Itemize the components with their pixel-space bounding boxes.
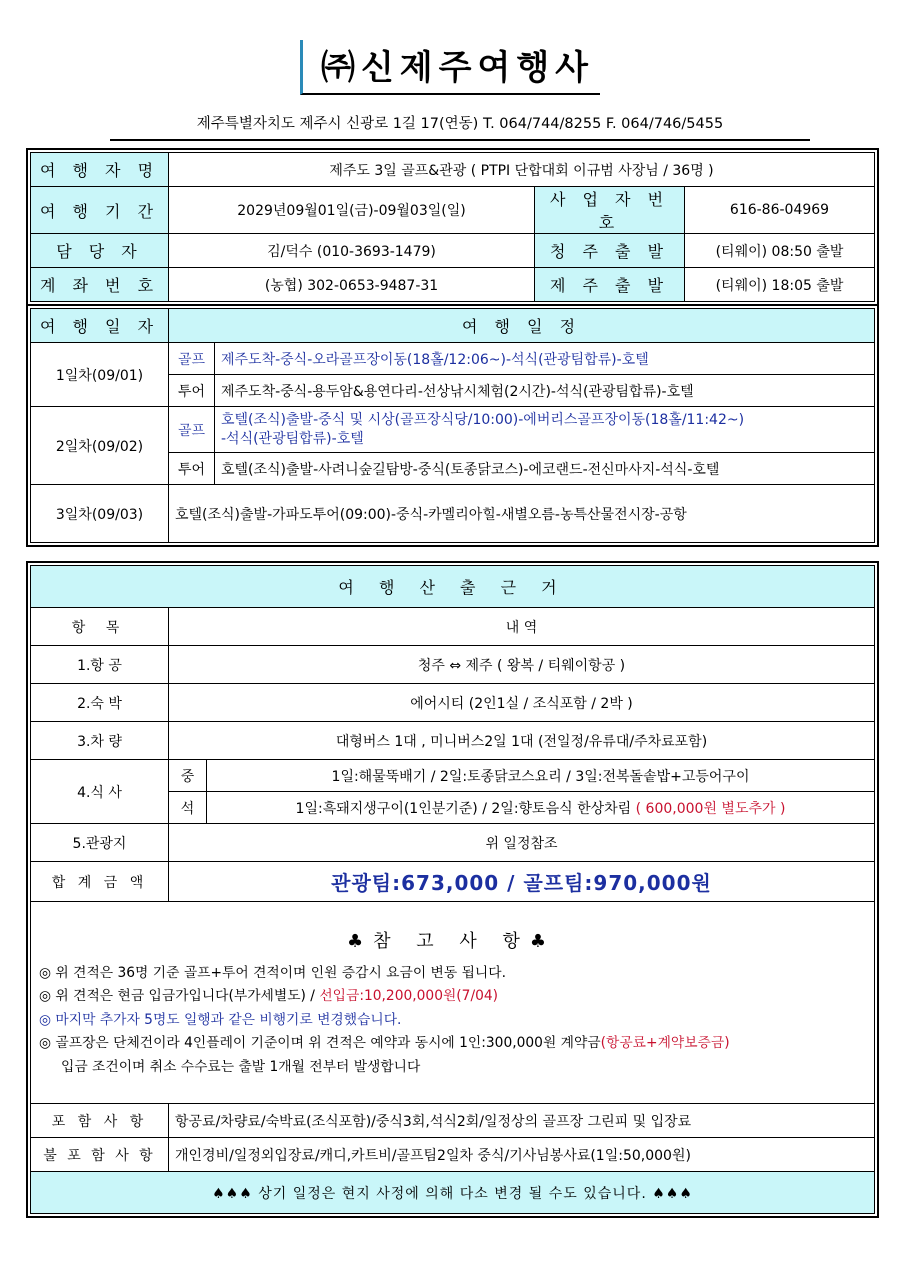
exclude-label: 불 포 함 사 항 <box>31 1138 169 1172</box>
biz-label: 사 업 자 번 호 <box>535 187 685 234</box>
day3-plan: 호텔(조식)출발-가파도투어(09:00)-중식-카멜리아힐-새별오름-농특산물전시장-공항 <box>169 485 875 543</box>
dinner-label: 석 <box>169 792 207 824</box>
info-table-frame <box>26 148 879 306</box>
exclude: 개인경비/일정외입장료/캐디,카트비/골프팀2일차 중식/기사님봉사료(1일:50,000원) <box>169 1138 875 1172</box>
notes-title: ♣참 고 사 항♣ <box>347 931 556 952</box>
day1-label: 1일차(09/01) <box>31 343 169 407</box>
cost-item-header: 항 목 <box>31 608 169 646</box>
day1-golf: 제주도착-중식-오라골프장이동(18홀/12:06~)-석식(관광팀합류)-호텔 <box>215 343 875 375</box>
day1-golf-label: 골프 <box>169 343 215 375</box>
schedule-plan-header: 여 행 일 정 <box>169 309 875 343</box>
manager-label: 담 당 자 <box>31 234 169 268</box>
sight-label: 5.관광지 <box>31 824 169 862</box>
schedule-day-header: 여 행 일 자 <box>31 309 169 343</box>
air: 청주 ⇔ 제주 ( 왕복 / 티웨이항공 ) <box>169 646 875 684</box>
biz-no: 616-86-04969 <box>685 187 875 234</box>
note-3: ◎ 마지막 추가자 5명도 일행과 같은 비행기로 변경했습니다. <box>39 1011 402 1028</box>
day3-label: 3일차(09/03) <box>31 485 169 543</box>
note-2 <box>39 985 864 1009</box>
hotel-label: 2.숙 박 <box>31 684 169 722</box>
day2-golf <box>215 407 875 453</box>
company-title: ㈜신제주여행사 <box>300 40 600 95</box>
bus: 대형버스 1대 , 미니버스2일 1대 (전일정/유류대/주차료포함) <box>169 722 875 760</box>
account: (농협) 302-0653-9487-31 <box>169 268 535 302</box>
note-4-highlight: (항공료+계약보증금) <box>600 1035 730 1051</box>
include: 항공료/차량료/숙박료(조식포함)/중식3회,석식2회/일정상의 골프장 그린피 및 입장료 <box>169 1104 875 1138</box>
schedule-table-frame <box>26 304 879 547</box>
dep1-label: 청 주 출 발 <box>535 234 685 268</box>
notes-box <box>31 902 875 1104</box>
dinner <box>207 792 875 824</box>
bus-label: 3.차 량 <box>31 722 169 760</box>
lunch: 1일:해물뚝배기 / 2일:토종닭코스요리 / 3일:전복돌솥밥+고등어구이 <box>207 760 875 792</box>
include-label: 포 함 사 항 <box>31 1104 169 1138</box>
trip-name-label: 여 행 자 명 <box>31 153 169 187</box>
note-1: ◎ 위 견적은 36명 기준 골프+투어 견적이며 인원 증감시 요금이 변동 됩니다. <box>39 964 506 981</box>
day2-golf-label: 골프 <box>169 407 215 453</box>
cost-table <box>30 565 875 1214</box>
day2-tour: 호텔(조식)출발-사려니숲길탐방-중식(토종닭코스)-에코랜드-전신마사지-석식-호텔 <box>215 453 875 485</box>
day2-label: 2일차(09/02) <box>31 407 169 485</box>
info-table <box>30 152 875 302</box>
cost-table-frame <box>26 561 879 1218</box>
sight: 위 일정참조 <box>169 824 875 862</box>
dep2: (티웨이) 18:05 출발 <box>685 268 875 302</box>
cost-title: 여 행 산 출 근 거 <box>31 566 875 608</box>
trip-name: 제주도 3일 골프&관광 ( PTPI 단합대회 이규범 사장님 / 36명 ) <box>169 153 875 187</box>
period: 2029년09월01일(금)-09월03일(일) <box>169 187 535 234</box>
note-2-deposit: 선입금:10,200,000원(7/04) <box>319 988 499 1004</box>
day2-tour-label: 투어 <box>169 453 215 485</box>
note-4-text: ◎ 골프장은 단체건이라 4인플레이 기준이며 위 견적은 예약과 동시에 1인:300,000원 계약금 <box>39 1035 601 1051</box>
company-address: 제주특별자치도 제주시 신광로 1길 17(연동) T. 064/744/8255 F. 064/746/5455 <box>110 112 810 141</box>
dep1: (티웨이) 08:50 출발 <box>685 234 875 268</box>
note-4-cont: 입금 조건이며 취소 수수료는 출발 1개월 전부터 발생합니다 <box>61 1058 421 1075</box>
day1-tour: 제주도착-중식-용두암&용연다리-선상낚시체험(2시간)-석식(관광팀합류)-호텔 <box>215 375 875 407</box>
manager: 김/덕수 (010-3693-1479) <box>169 234 535 268</box>
company-title-wrap <box>0 40 900 95</box>
dinner-text: 1일:흑돼지생구이(1인분기준) / 2일:향토음식 한상차림 <box>295 800 632 817</box>
schedule-table <box>30 308 875 543</box>
lunch-label: 중 <box>169 760 207 792</box>
cost-detail-header: 내 역 <box>169 608 875 646</box>
air-label: 1.항 공 <box>31 646 169 684</box>
day2-golf-line1: 호텔(조식)출발-중식 및 시상(골프장식당/10:00)-에버리스골프장이동(18홀/11:42~) <box>221 411 745 428</box>
hotel: 에어시티 (2인1실 / 조식포함 / 2박 ) <box>169 684 875 722</box>
total-amount: 관광팀:673,000 / 골프팀:970,000원 <box>169 862 875 902</box>
note-4 <box>39 1032 864 1056</box>
dinner-extra: ( 600,000원 별도추가 ) <box>635 800 786 817</box>
total-label: 합 계 금 액 <box>31 862 169 902</box>
day2-golf-line2: -석식(관광팀합류)-호텔 <box>221 430 364 447</box>
day1-tour-label: 투어 <box>169 375 215 407</box>
account-label: 계 좌 번 호 <box>31 268 169 302</box>
meal-label: 4.식 사 <box>31 760 169 824</box>
note-2-text: ◎ 위 견적은 현금 입금가입니다(부가세별도) / <box>39 988 320 1004</box>
notice-banner: ♠♠♠ 상기 일정은 현지 사정에 의해 다소 변경 될 수도 있습니다. ♠♠♠ <box>31 1172 875 1214</box>
period-label: 여 행 기 간 <box>31 187 169 234</box>
dep2-label: 제 주 출 발 <box>535 268 685 302</box>
